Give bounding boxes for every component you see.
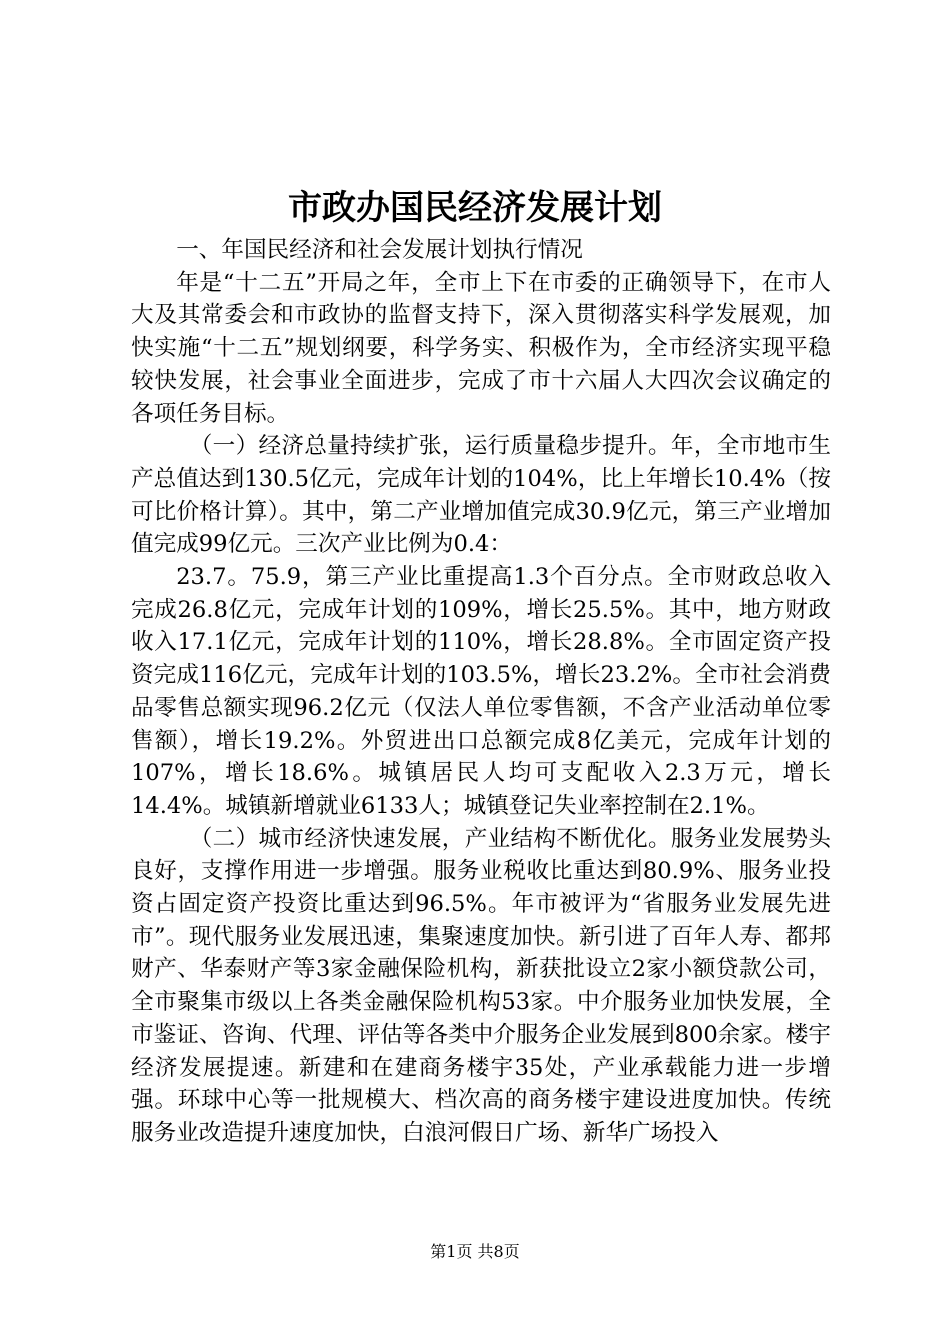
page-number: 第1页 共8页 — [430, 1242, 520, 1261]
paragraph-intro: 年是“十二五”开局之年，全市上下在市委的正确领导下，在市人大及其常委会和市政协的监督支持下，深入贯彻落实科学发展观，加快实施“十二五”规划纲要，科学务实、积极作为，全市经济实现平稳较快发展，社会事业全面进步，完成了市十六届人大四次会议确定的各项任务目标。 — [131, 269, 831, 427]
paragraph-fiscal-stats: 23.7。75.9，第三产业比重提高1.3个百分点。全市财政总收入完成26.8亿元，完成年计划的109%，增长25.5%。其中，地方财政收入17.1亿元，完成年计划的110%，增长28.8%。全市固定资产投资完成116亿元，完成年计划的103.5%，增长23.2%。全市社会消费品零售总额实现96.2亿元（仅法人单位零售额，不含产业活动单位零售额），增长19.2%。外贸进出口总额完成8亿美元，完成年计划的107%，增长18.6%。城镇居民人均可支配收入2.3万元，增长14.4%。城镇新增就业6133人；城镇登记失业率控制在2.1%。 — [131, 564, 831, 819]
section-heading: 一、年国民经济和社会发展计划执行情况 — [176, 237, 583, 263]
document-body — [131, 234, 831, 1150]
paragraph-economy-total: （一）经济总量持续扩张，运行质量稳步提升。年，全市地市生产总值达到130.5亿元，完成年计划的104%，比上年增长10.4%（按可比价格计算）。其中，第二产业增加值完成30.9亿元，第三产业增加值完成99亿元。三次产业比例为0.4： — [131, 433, 831, 558]
document-title: 市政办国民经济发展计划 — [288, 188, 662, 228]
paragraph-urban-economy: （二）城市经济快速发展，产业结构不断优化。服务业发展势头良好，支撑作用进一步增强。服务业税收比重达到80.9%、服务业投资占固定资产投资比重达到96.5%。年市被评为“省服务业发展先进市”。现代服务业发展迅速，集聚速度加快。新引进了百年人寿、都邦财产、华泰财产等3家金融保险机构，新获批设立2家小额贷款公司，全市聚集市级以上各类金融保险机构53家。中介服务业加快发展，全市鉴证、咨询、代理、评估等各类中介服务企业发展到800余家。楼宇经济发展提速。新建和在建商务楼宇35处，产业承载能力进一步增强。环球中心等一批规模大、档次高的商务楼宇建设进度加快。传统服务业改造提升速度加快，白浪河假日广场、新华广场投入 — [131, 825, 831, 1146]
